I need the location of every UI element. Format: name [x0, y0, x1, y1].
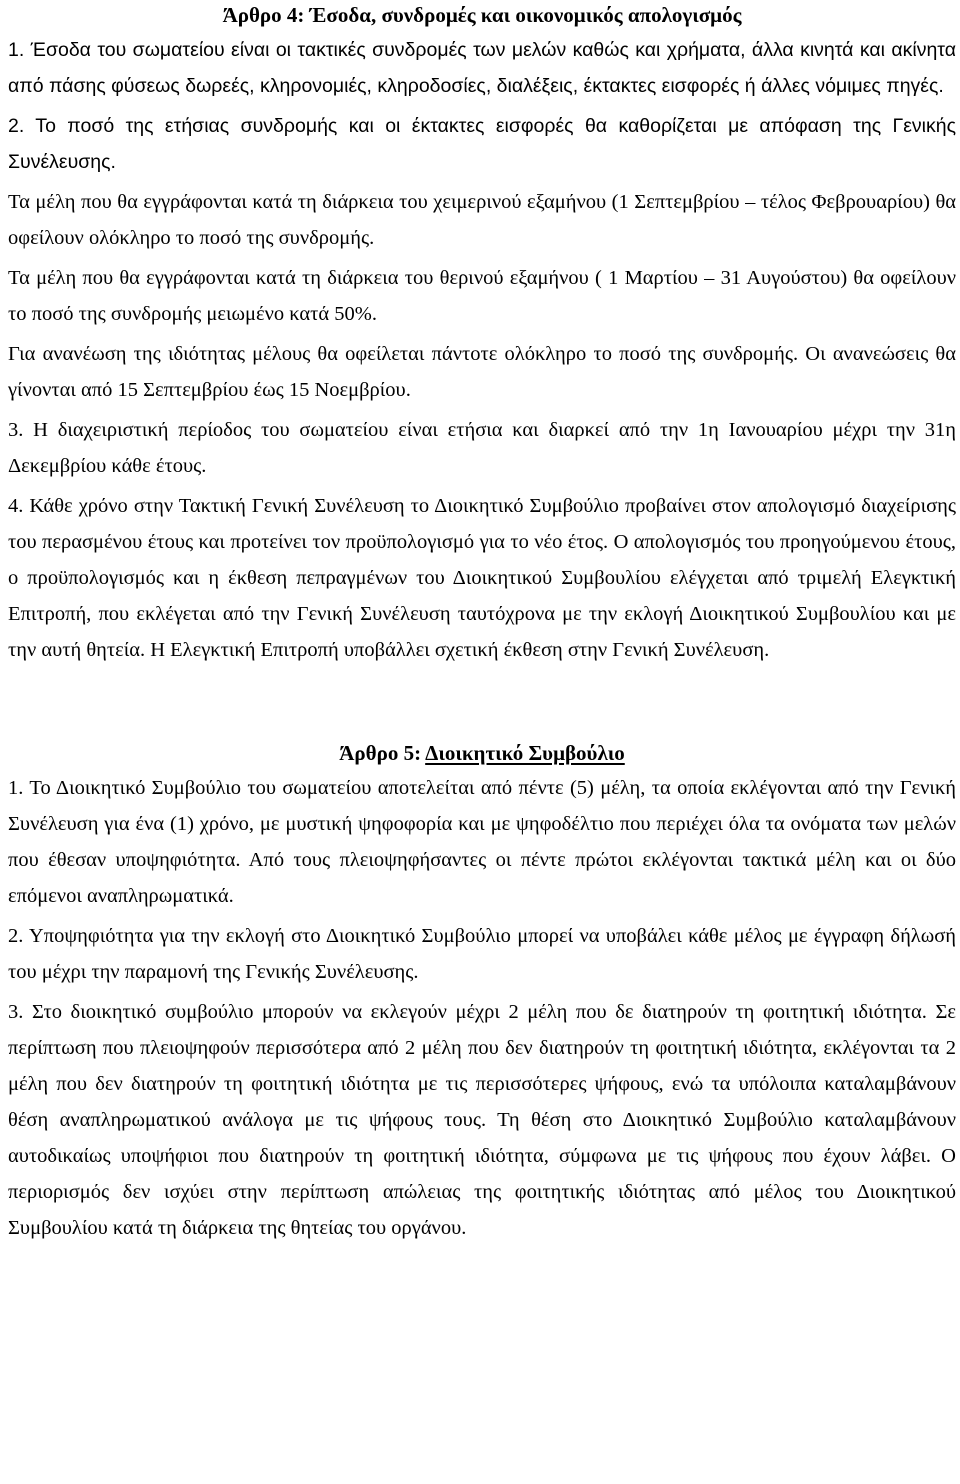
article-4-paragraph-4: Τα μέλη που θα εγγράφονται κατά τη διάρκεια του θερινού εξαμήνου ( 1 Μαρτίου – 31 Αυγούστου) θα οφείλουν το ποσό της συνδρομής μειωμένο κατά 50%.	[8, 267, 956, 325]
article-5-paragraph-2: 2. Υποψηφιότητα για την εκλογή στο Διοικητικό Συμβούλιο μπορεί να υποβάλει κάθε μέλος με έγγραφη δήλωσή του μέχρι την παραμονή της Γενικής Συνέλευσης.	[8, 925, 956, 983]
article-5-paragraph-3: 3. Στο διοικητικό συμβούλιο μπορούν να εκλεγούν μέχρι 2 μέλη που δε διατηρούν τη φοιτητική ιδιότητα. Σε περίπτωση που πλειοψηφούν περισσότερα από 2 μέλη που δεν διατηρούν τη φοιτητική ιδιότητα, εκλέγονται τα 2 μέλη που δεν διατηρούν τη φοιτητική ιδιότητα με τις περισσότερες ψήφους, ενώ τα υπόλοιπα καταλαμβάνουν θέση αναπληρωματικού ανάλογα με τις ψήφους τους. Τη θέση στο Διοικητικό Συμβούλιο καταλαμβάνουν αυτοδικαίως υποψήφιοι που διατηρούν τη φοιτητική ιδιότητα, σύμφωνα με τις ψήφους που έχουν λάβει. Ο περιορισμός δεν ισχύει στην περίπτωση απώλειας της φοιτητικής ιδιότητας από μέλος του Διοικητικού Συμβουλίου κατά τη διάρκεια της θητείας του οργάνου.	[8, 1001, 956, 1239]
article-4-paragraph-3: Τα μέλη που θα εγγράφονται κατά τη διάρκεια του χειμερινού εξαμήνου (1 Σεπτεμβρίου – τέλος Φεβρουαρίου) θα οφείλουν ολόκληρο το ποσό της συνδρομής.	[8, 191, 956, 249]
article-5-title	[8, 738, 956, 768]
article-4-paragraph-5: Για ανανέωση της ιδιότητας μέλους θα οφείλεται πάντοτε ολόκληρο το ποσό της συνδρομής. Οι ανανεώσεις θα γίνονται από 15 Σεπτεμβρίου έως 15 Νοεμβρίου.	[8, 343, 956, 401]
article-spacer	[8, 668, 956, 738]
article-5-title-prefix: Άρθρο 5:	[339, 741, 426, 765]
article-5-paragraph-1: 1. Το Διοικητικό Συμβούλιο του σωματείου αποτελείται από πέντε (5) μέλη, τα οποία εκλέγονται από την Γενική Συνέλευση για ένα (1) χρόνο, με μυστική ψηφοφορία και με ψηφοδέλτιο που περιέχει όλα τα ονόματα των μελών που έθεσαν υποψηφιότητα. Από τους πλειοψηφήσαντες οι πέντε πρώτοι εκλέγονται τακτικά μέλη και οι δύο επόμενοι αναπληρωματικά.	[8, 777, 956, 907]
document-page	[8, 0, 956, 1246]
article-4-paragraph-6: 3. Η διαχειριστική περίοδος του σωματείου είναι ετήσια και διαρκεί από την 1η Ιανουαρίου μέχρι την 31η Δεκεμβρίου κάθε έτους.	[8, 419, 956, 477]
article-5-title-underlined: Διοικητικό Συμβούλιο	[425, 741, 625, 765]
article-4-paragraph-2: 2. Το ποσό της ετήσιας συνδρομής και οι έκτακτες εισφορές θα καθορίζεται με απόφαση της Γενικής Συνέλευσης.	[8, 115, 956, 173]
article-4-paragraph-7: 4. Κάθε χρόνο στην Τακτική Γενική Συνέλευση το Διοικητικό Συμβούλιο προβαίνει στον απολογισμό διαχείρισης του περασμένου έτους και προτείνει τον προϋπολογισμό για το νέο έτος. Ο απολογισμός του προηγούμενου έτους, ο προϋπολογισμός και η έκθεση πεπραγμένων του Διοικητικού Συμβουλίου ελέγχεται από τριμελή Ελεγκτική Επιτροπή, που εκλέγεται από την Γενική Συνέλευση ταυτόχρονα με την εκλογή Διοικητικού Συμβουλίου και με την αυτή θητεία. Η Ελεγκτική Επιτροπή υποβάλλει σχετική έκθεση στην Γενική Συνέλευση.	[8, 495, 956, 661]
article-4-title: Άρθρο 4: Έσοδα, συνδρομές και οικονομικός απολογισμός	[222, 3, 742, 27]
article-4-paragraph-1: 1. Έσοδα του σωματείου είναι οι τακτικές συνδρομές των μελών καθώς και χρήματα, άλλα κινητά και ακίνητα από πάσης φύσεως δωρεές, κληρονομιές, κληροδοσίες, διαλέξεις, έκτακτες εισφορές ή άλλες νόμιμες πηγές.	[8, 39, 956, 97]
